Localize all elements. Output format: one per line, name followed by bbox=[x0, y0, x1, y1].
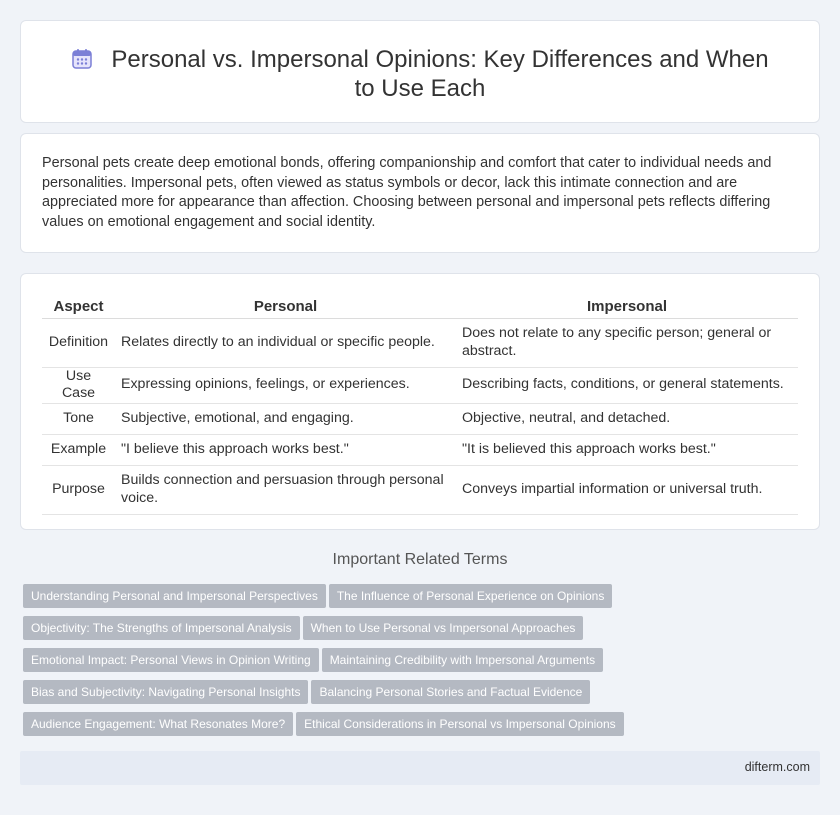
aspect-cell: Example bbox=[42, 434, 115, 465]
tag-row bbox=[23, 584, 633, 616]
tag-row bbox=[23, 712, 633, 744]
personal-cell: "I believe this approach works best." bbox=[115, 434, 456, 465]
header-impersonal: Impersonal bbox=[456, 296, 798, 318]
related-term-link[interactable]: Bias and Subjectivity: Navigating Personal Insights bbox=[23, 680, 308, 704]
aspect-cell: Definition bbox=[42, 318, 115, 367]
related-term-link[interactable]: Balancing Personal Stories and Factual Evidence bbox=[311, 680, 590, 704]
table-row bbox=[42, 434, 798, 465]
comparison-table bbox=[42, 296, 798, 515]
personal-cell: Expressing opinions, feelings, or experiences. bbox=[115, 367, 456, 403]
personal-cell: Relates directly to an individual or specific people. bbox=[115, 318, 456, 367]
footer bbox=[20, 751, 820, 785]
table-row bbox=[42, 367, 798, 403]
impersonal-cell: Conveys impartial information or universal truth. bbox=[456, 465, 798, 514]
related-terms-heading: Important Related Terms bbox=[332, 551, 508, 568]
calendar-icon bbox=[71, 48, 93, 70]
header-aspect: Aspect bbox=[42, 296, 115, 318]
comparison-card bbox=[20, 273, 820, 530]
related-term-link[interactable]: Maintaining Credibility with Impersonal Arguments bbox=[322, 648, 603, 672]
header-personal: Personal bbox=[115, 296, 456, 318]
related-terms-list bbox=[23, 584, 633, 744]
tag-row bbox=[23, 616, 633, 648]
tag-row bbox=[23, 680, 633, 712]
aspect-cell: Purpose bbox=[42, 465, 115, 514]
personal-cell: Subjective, emotional, and engaging. bbox=[115, 403, 456, 434]
intro-card bbox=[20, 133, 820, 253]
page-title bbox=[61, 45, 779, 103]
tag-row bbox=[23, 648, 633, 680]
personal-cell: Builds connection and persuasion through personal voice. bbox=[115, 465, 456, 514]
table-header-row bbox=[42, 296, 798, 318]
related-term-link[interactable]: When to Use Personal vs Impersonal Approaches bbox=[303, 616, 584, 640]
table-row bbox=[42, 403, 798, 434]
related-term-link[interactable]: Audience Engagement: What Resonates More? bbox=[23, 712, 293, 736]
site-name[interactable]: difterm.com bbox=[744, 760, 810, 774]
related-term-link[interactable]: Ethical Considerations in Personal vs Impersonal Opinions bbox=[296, 712, 624, 736]
table-row bbox=[42, 318, 798, 367]
related-term-link[interactable]: Understanding Personal and Impersonal Perspectives bbox=[23, 584, 326, 608]
title-wrap bbox=[61, 45, 779, 103]
title-card bbox=[20, 20, 820, 123]
impersonal-cell: Objective, neutral, and detached. bbox=[456, 403, 798, 434]
related-term-link[interactable]: The Influence of Personal Experience on Opinions bbox=[329, 584, 613, 608]
table-row bbox=[42, 465, 798, 514]
impersonal-cell: "It is believed this approach works best." bbox=[456, 434, 798, 465]
impersonal-cell: Describing facts, conditions, or general statements. bbox=[456, 367, 798, 403]
related-term-link[interactable]: Emotional Impact: Personal Views in Opinion Writing bbox=[23, 648, 319, 672]
aspect-cell: Tone bbox=[42, 403, 115, 434]
page-title-text: Personal vs. Impersonal Opinions: Key Differences and When to Use Each bbox=[111, 46, 769, 102]
impersonal-cell: Does not relate to any specific person; general or abstract. bbox=[456, 318, 798, 367]
related-term-link[interactable]: Objectivity: The Strengths of Impersonal Analysis bbox=[23, 616, 300, 640]
aspect-cell: Use Case bbox=[42, 367, 115, 403]
intro-text: Personal pets create deep emotional bonds, offering companionship and comfort that cater to individual needs and personalities. Impersonal pets, often viewed as status symbols or decor, lack this intimate connection and are appreciated more for appearance than affection. Choosing between personal and impersonal pets reflects differing values on emotional engagement and social identity. bbox=[42, 155, 772, 230]
